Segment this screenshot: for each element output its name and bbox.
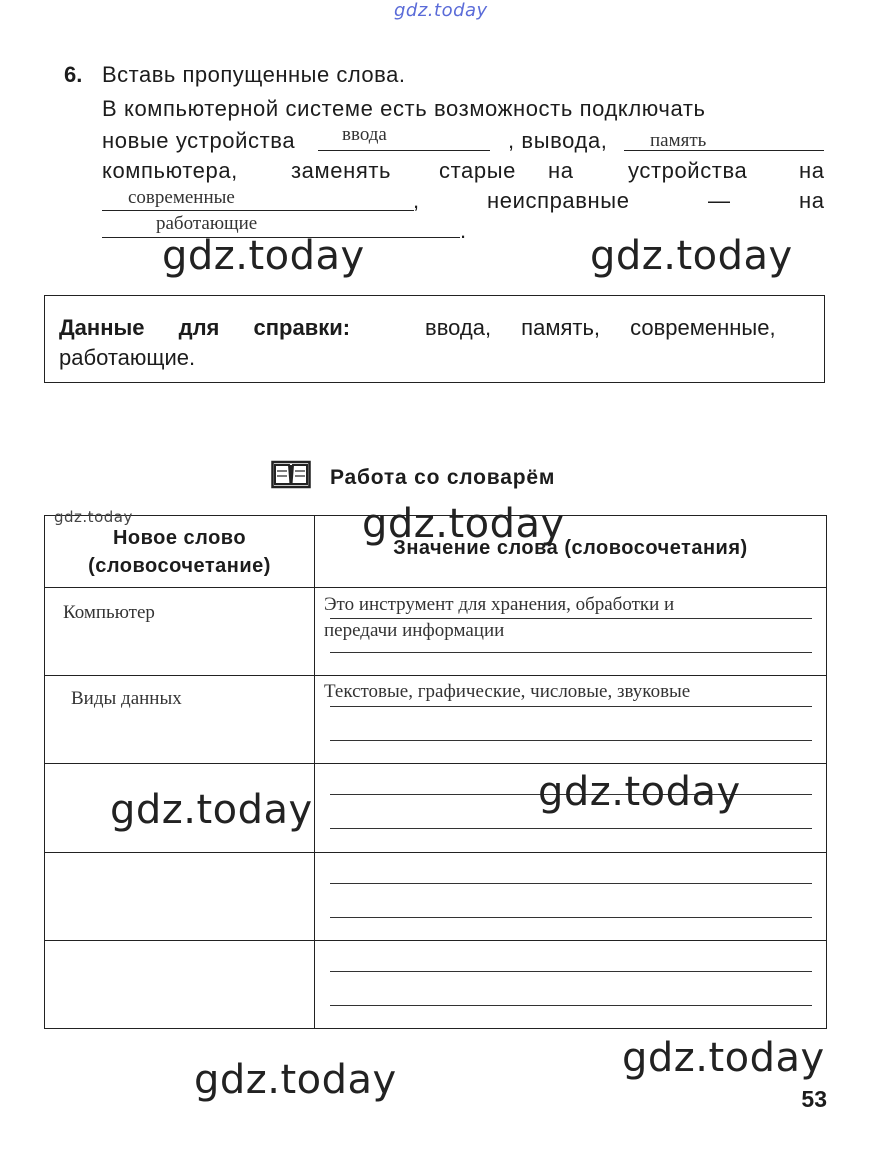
watermark: gdz.today — [162, 233, 365, 279]
task-line-3-b: заменять — [291, 158, 392, 183]
writing-line — [330, 971, 812, 972]
book-icon — [271, 459, 311, 489]
watermark: gdz.today — [110, 787, 313, 833]
watermark: gdz.today — [622, 1035, 825, 1081]
word-cell[interactable] — [45, 588, 315, 676]
page-number: 53 — [801, 1086, 827, 1112]
blank-modern-line[interactable] — [102, 210, 414, 211]
meaning-cell[interactable] — [315, 852, 827, 940]
writing-line — [330, 618, 812, 619]
task-line-3-a: компьютера, — [102, 158, 238, 183]
meaning-cell[interactable] — [315, 676, 827, 764]
meaning-cell[interactable] — [315, 588, 827, 676]
writing-line — [330, 706, 812, 707]
task-line-4-dash: — — [708, 188, 731, 213]
reference-box — [44, 295, 825, 383]
reference-label: Данные для справки: — [59, 315, 351, 340]
task-line-3-c: старые — [439, 158, 516, 183]
task-line-3-d: на — [548, 158, 574, 183]
task-line-4-a: неисправные — [487, 188, 630, 213]
answer-memory: память — [650, 130, 707, 151]
task-title: Вставь пропущенные слова. — [102, 62, 406, 87]
writing-line — [330, 1005, 812, 1006]
task-line-3-f: на — [799, 158, 825, 183]
meaning-text-line1: Текстовые, графические, числовые, звуковые — [324, 681, 691, 703]
table-row — [45, 676, 827, 764]
watermark: gdz.today — [194, 1057, 397, 1103]
answer-input: ввода — [342, 124, 387, 145]
task-line-3-e: устройства — [628, 158, 748, 183]
meaning-text-line2: передачи информации — [324, 620, 505, 642]
writing-line — [330, 740, 812, 741]
meaning-cell[interactable] — [315, 940, 827, 1028]
task-line-2-a: новые устройства — [102, 128, 296, 153]
word-cell[interactable] — [45, 940, 315, 1028]
word-cell[interactable] — [45, 852, 315, 940]
writing-line — [330, 883, 812, 884]
word-text: Компьютер — [63, 602, 155, 624]
reference-words-cont: работающие. — [59, 345, 196, 370]
writing-line — [330, 828, 812, 829]
reference-words: ввода, память, современные, — [425, 315, 776, 340]
task-line-2-b: , вывода, — [508, 128, 608, 153]
header-new-word-line1: Новое слово — [112, 526, 247, 549]
table-row — [45, 940, 827, 1028]
answer-modern: современные — [128, 187, 235, 208]
header-new-word-line2: (словосочетание) — [88, 554, 271, 577]
watermark: gdz.today — [538, 769, 741, 815]
watermark: gdz.today — [362, 501, 565, 547]
writing-line — [330, 652, 812, 653]
answer-working: работающие — [156, 213, 258, 234]
header-new-word — [45, 516, 315, 588]
watermark-top: gdz.today — [394, 0, 488, 21]
word-cell[interactable] — [45, 676, 315, 764]
watermark: gdz.today — [590, 233, 793, 279]
blank-input-line[interactable] — [318, 150, 490, 151]
task-line-4-b: на — [799, 188, 825, 213]
header-meaning-text: Значение слова (словосочетания) — [393, 536, 748, 559]
table-row — [45, 588, 827, 676]
meaning-text-line1: Это инструмент для хранения, обработки и — [324, 594, 675, 616]
table-row — [45, 852, 827, 940]
task-line-4-comma: , — [413, 188, 420, 213]
task-line-5-end: . — [460, 218, 467, 243]
dictionary-title: Работа со словарём — [330, 466, 556, 489]
task-number: 6. — [64, 62, 83, 87]
watermark-small: gdz.today — [54, 508, 133, 526]
writing-line — [330, 917, 812, 918]
task-line-1: В компьютерной системе есть возможность подключать — [102, 96, 706, 121]
word-text: Виды данных — [71, 688, 182, 710]
